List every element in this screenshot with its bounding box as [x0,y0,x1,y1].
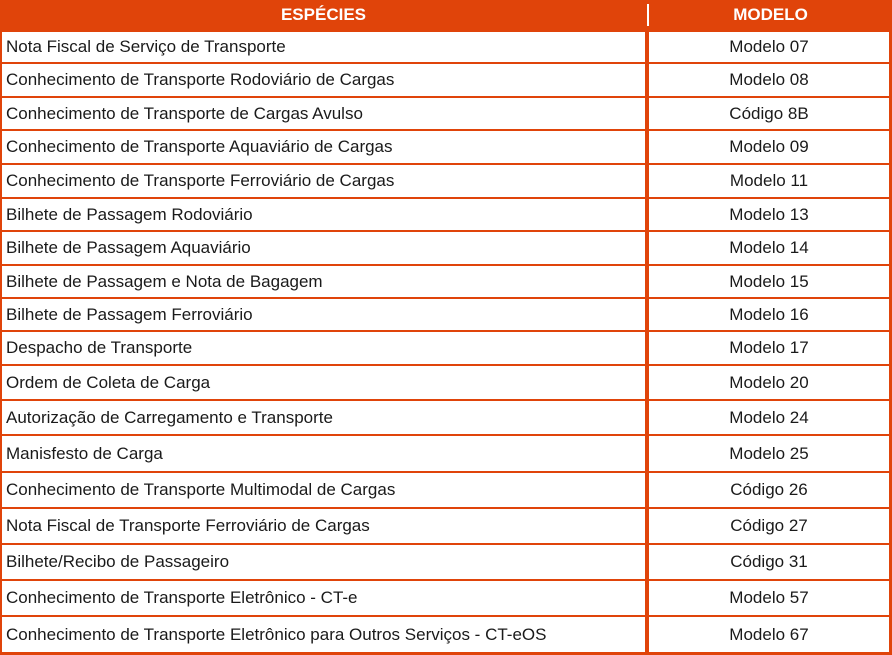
especie-cell: Conhecimento de Transporte Rodoviário de Cargas [2,64,645,96]
modelo-cell: Código 8B [649,98,889,129]
header-modelo: MODELO [733,5,808,24]
modelo-cell: Modelo 13 [649,199,889,230]
modelo-cell: Modelo 25 [649,436,889,471]
modelo-cell: Modelo 15 [649,266,889,297]
modelo-cell: Modelo 20 [649,366,889,399]
modelo-cell: Modelo 67 [649,617,889,652]
table-row [0,332,892,364]
modelo-cell: Código 31 [649,545,889,579]
table-row [0,232,892,264]
especie-cell: Bilhete de Passagem Rodoviário [2,199,645,230]
modelo-cell: Modelo 14 [649,232,889,264]
header-especies: ESPÉCIES [280,5,367,24]
especie-cell: Conhecimento de Transporte Eletrônico - CT-e [2,581,645,615]
table-row [0,131,892,163]
table-row [0,199,892,230]
table-row [0,545,892,579]
especie-cell: Nota Fiscal de Serviço de Transporte [2,32,645,62]
table-row [0,509,892,543]
especie-cell: Conhecimento de Transporte Ferroviário de Cargas [2,165,645,197]
especie-cell: Bilhete de Passagem Aquaviário [2,232,645,264]
especie-cell: Nota Fiscal de Transporte Ferroviário de Cargas [2,509,645,543]
especie-cell: Bilhete de Passagem Ferroviário [2,299,645,330]
table-row [0,366,892,399]
table-row [0,581,892,615]
especie-cell: Conhecimento de Transporte Aquaviário de Cargas [2,131,645,163]
modelo-cell: Modelo 07 [649,32,889,62]
especie-cell: Ordem de Coleta de Carga [2,366,645,399]
modelo-cell: Modelo 17 [649,332,889,364]
modelo-cell: Modelo 24 [649,401,889,434]
table-row [0,64,892,96]
table-row [0,98,892,129]
table-row [0,266,892,297]
especie-cell: Manisfesto de Carga [2,436,645,471]
table-row [0,617,892,652]
table-row [0,401,892,434]
table-header [0,0,892,30]
modelo-cell: Modelo 08 [649,64,889,96]
especie-cell: Bilhete/Recibo de Passageiro [2,545,645,579]
table-row [0,299,892,330]
table-row [0,473,892,507]
especie-cell: Conhecimento de Transporte Eletrônico para Outros Serviços - CT-eOS [2,617,645,652]
modelo-cell: Modelo 16 [649,299,889,330]
table-row [0,436,892,471]
especie-cell: Conhecimento de Transporte Multimodal de Cargas [2,473,645,507]
modelo-cell: Código 26 [649,473,889,507]
especie-cell: Autorização de Carregamento e Transporte [2,401,645,434]
modelo-cell: Modelo 09 [649,131,889,163]
modelo-cell: Código 27 [649,509,889,543]
modelo-cell: Modelo 57 [649,581,889,615]
table-row [0,32,892,62]
table-row [0,165,892,197]
especie-cell: Bilhete de Passagem e Nota de Bagagem [2,266,645,297]
especie-cell: Despacho de Transporte [2,332,645,364]
especie-cell: Conhecimento de Transporte de Cargas Avulso [2,98,645,129]
modelo-cell: Modelo 11 [649,165,889,197]
